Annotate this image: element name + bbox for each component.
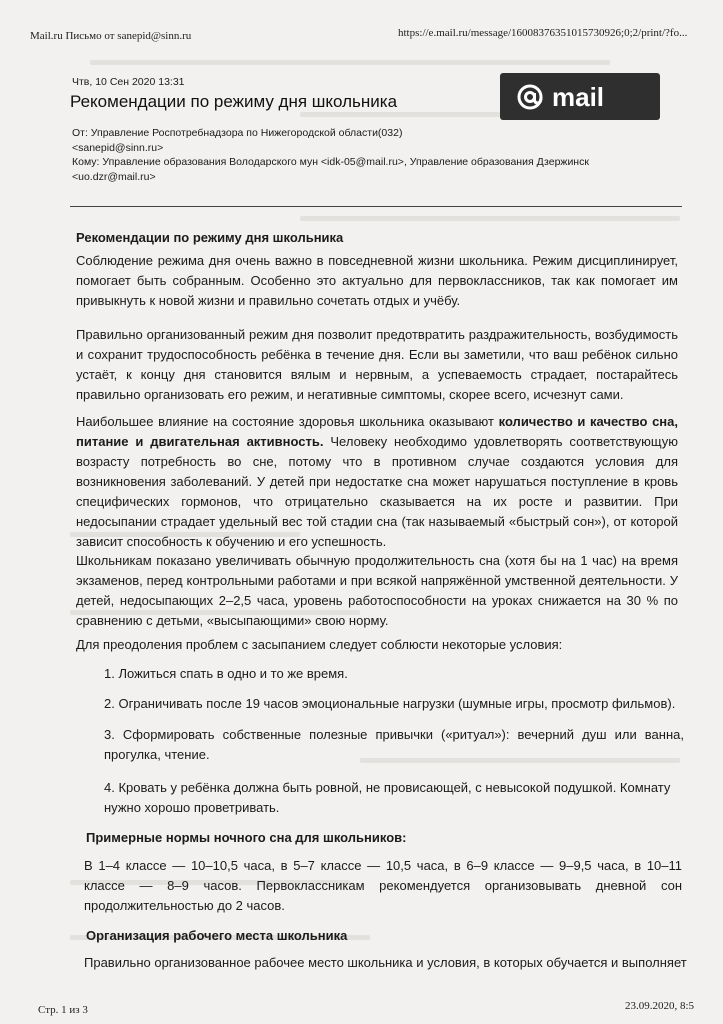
show-through [300, 216, 680, 221]
list-item-2: 2. Ограничивать после 19 часов эмоциональные нагрузки (шумные игры, просмотр фильмов). [104, 696, 676, 711]
paragraph-4: Школьникам показано увеличивать обычную продолжительность сна (хотя бы на 1 час) на время экзаменов, перед контрольными работами и при всякой напряжённой умственной деятельности. У детей, недосыпающих 2–2,5 часа, уровень работоспособности на уроках снижается на 30 % по сравнению с детьми, «высыпающими» свою норму. [76, 553, 678, 628]
show-through [90, 60, 610, 65]
paragraph-2: Правильно организованный режим дня позволит предотвратить раздражительность, возбудимость и сохранит трудоспособность ребёнка в течение дня. Если вы заметили, что ваш ребёнок сильно устаёт, к концу дня становится вялым и нервным, а успеваемость страдает, постарайтесь правильно организовать его режим, и негативные симптомы, скорее всего, исчезнут сами. [76, 327, 678, 402]
email-to [72, 155, 672, 185]
paragraph-1: Соблюдение режима дня очень важно в повседневной жизни школьника. Режим дисциплинирует, помогает быть собранным. Особенно это актуально для первоклассников, так как помогает им привыкнуть к новой жизни и правильно сочетать отдых и учёбу. [76, 253, 678, 308]
email-from [72, 126, 672, 156]
sleep-norms-heading: Примерные нормы ночного сна для школьников: [86, 830, 407, 845]
print-header-left: Mail.ru Письмо от sanepid@sinn.ru [30, 30, 192, 42]
page-counter: Стр. 1 из 3 [38, 1004, 88, 1016]
workplace-heading: Организация рабочего места школьника [86, 928, 348, 943]
email-date: Чтв, 10 Сен 2020 13:31 [72, 76, 185, 88]
paragraph-3-start: Наибольшее влияние на состояние здоровья школьника оказывают [76, 414, 499, 429]
paragraph-3 [76, 412, 678, 552]
mail-logo [500, 73, 660, 120]
print-timestamp: 23.09.2020, 8:5 [625, 1000, 695, 1012]
paragraph-3-rest: Человеку необходимо удовлетворять соответствующую возрасту потребность во сне, потому что в противном случае создаются условия для возникновения заболеваний. У детей при недостатке сна может нарушаться поступление в кровь специфических гормонов, что отрицательно сказывается на их росте и развитии. При недосыпании страдает удельный вес той стадии сна (так называемый «быстрый сон»), от которой зависит способность к обучению и его успешность. [76, 434, 678, 549]
body-heading: Рекомендации по режиму дня школьника [76, 230, 344, 245]
email-from-name: От: Управление Роспотребнадзора по Нижегородской области(032) [72, 127, 403, 139]
email-from-address: <sanepid@sinn.ru> [72, 142, 164, 154]
at-icon [510, 79, 650, 115]
email-subject: Рекомендации по режиму дня школьника [70, 92, 398, 111]
list-item-1: 1. Ложиться спать в одно и то же время. [104, 666, 348, 681]
paragraph-5: Для преодоления проблем с засыпанием следует соблюсти некоторые условия: [76, 637, 563, 652]
list-item-4: 4. Кровать у ребёнка должна быть ровной, не провисающей, с невысокой подушкой. Комнату нужно хорошо проветривать. [104, 780, 671, 815]
print-header-url: https://e.mail.ru/message/16008376351015730926;0;2/print/?fo... [398, 27, 688, 39]
email-to-address: <uo.dzr@mail.ru> [72, 171, 156, 183]
email-to-names: Кому: Управление образования Володарского мун <idk-05@mail.ru>, Управление образования Дзержинск [72, 156, 589, 168]
paragraph-7: Правильно организованное рабочее место школьника и условия, в которых обучается и выполняет [84, 955, 687, 970]
header-divider [70, 206, 682, 207]
paragraph-3-bold: количество и качество сна, питание и двигательная активность. [76, 414, 678, 449]
paragraph-6: В 1–4 классе — 10–10,5 часа, в 5–7 классе — 10,5 часа, в 6–9 классе — 9–9,5 часа, в 10–11 классе — 8–9 часов. Первоклассникам рекомендуется организовывать дневной сон продолжительностью до 2 часов. [84, 858, 682, 913]
logo-text: mail [552, 81, 605, 112]
list-item-3: 3. Сформировать собственные полезные привычки («ритуал»): вечерний душ или ванна, прогулка, чтение. [104, 727, 684, 762]
